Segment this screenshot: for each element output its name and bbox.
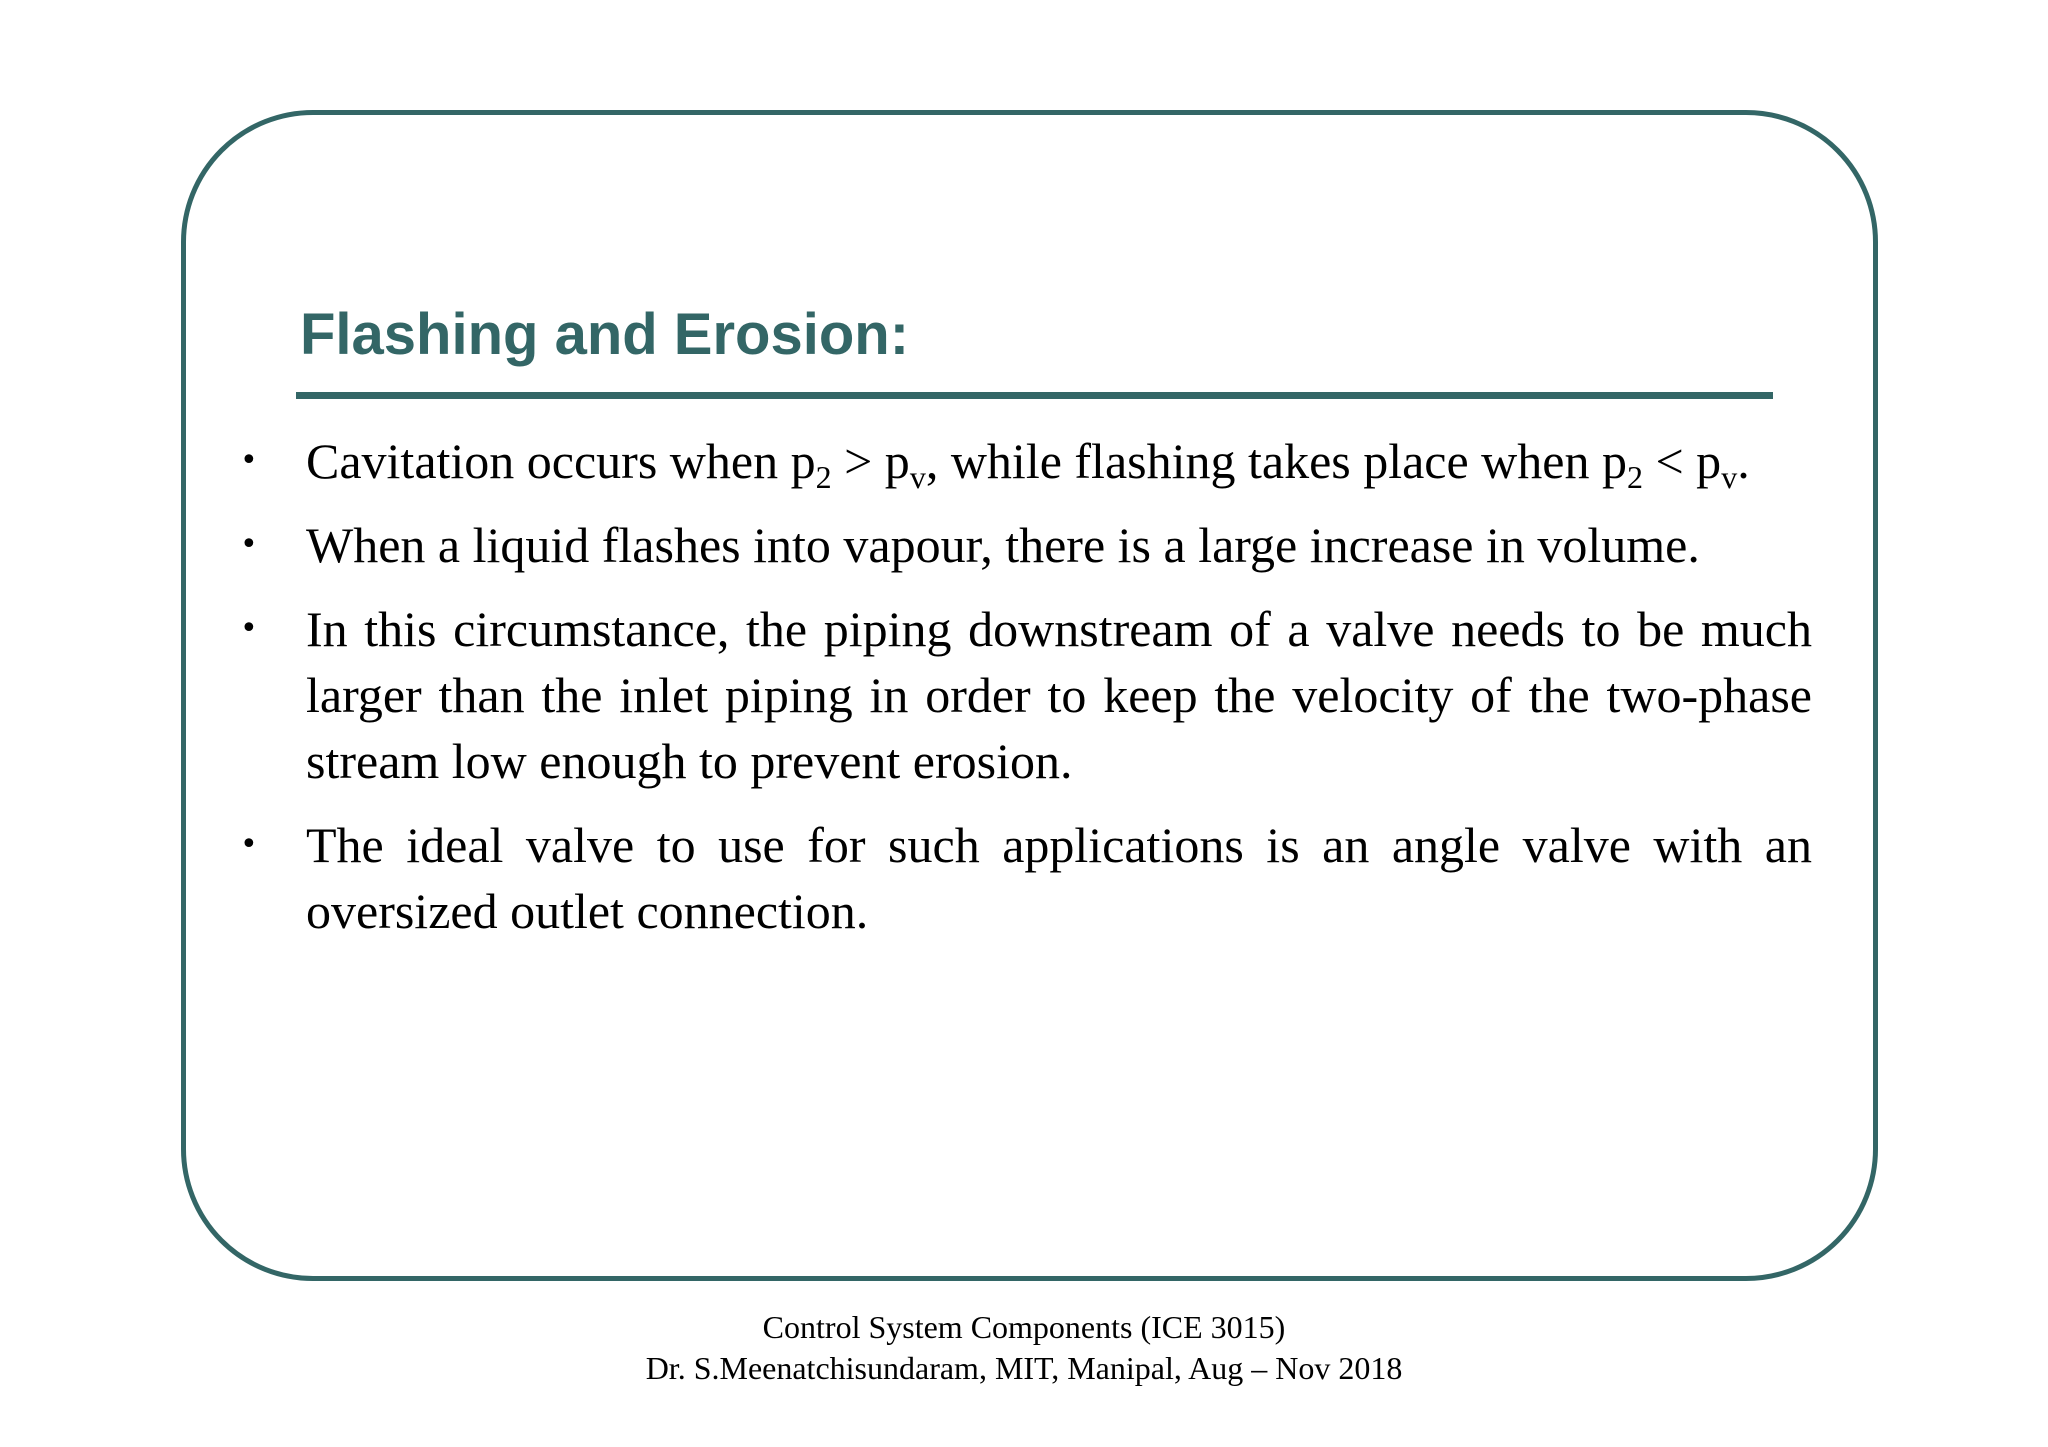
- bullet-item: [232, 428, 1812, 494]
- footer-course: Control System Components (ICE 3015): [762, 1309, 1286, 1345]
- bullet-item: [232, 596, 1812, 794]
- bullet-dot-icon: •: [240, 827, 258, 862]
- bullet-text: When a liquid flashes into vapour, there is a large increase in volume.: [306, 517, 1700, 573]
- bullet-list: [232, 428, 1812, 962]
- title-underline: [296, 392, 1773, 399]
- bullet-text: Cavitation occurs when $p_2 > p_v$, while flashing takes place when $p_2 < p_v$.: [306, 433, 1750, 495]
- bullet-dot-icon: •: [240, 611, 258, 646]
- slide-title: Flashing and Erosion:: [300, 302, 910, 367]
- bullet-item: [232, 512, 1812, 578]
- bullet-item: [232, 812, 1812, 944]
- bullet-text: The ideal valve to use for such applications is an angle valve with an oversized outlet connection.: [306, 817, 1812, 939]
- bullet-text: In this circumstance, the piping downstream of a valve needs to be much larger than the inlet piping in order to keep the velocity of the two-phase stream low enough to prevent erosion.: [306, 601, 1812, 789]
- bullet-dot-icon: •: [240, 443, 258, 478]
- bullet-dot-icon: •: [240, 527, 258, 562]
- footer-author: Dr. S.Meenatchisundaram, MIT, Manipal, Aug – Nov 2018: [645, 1350, 1403, 1386]
